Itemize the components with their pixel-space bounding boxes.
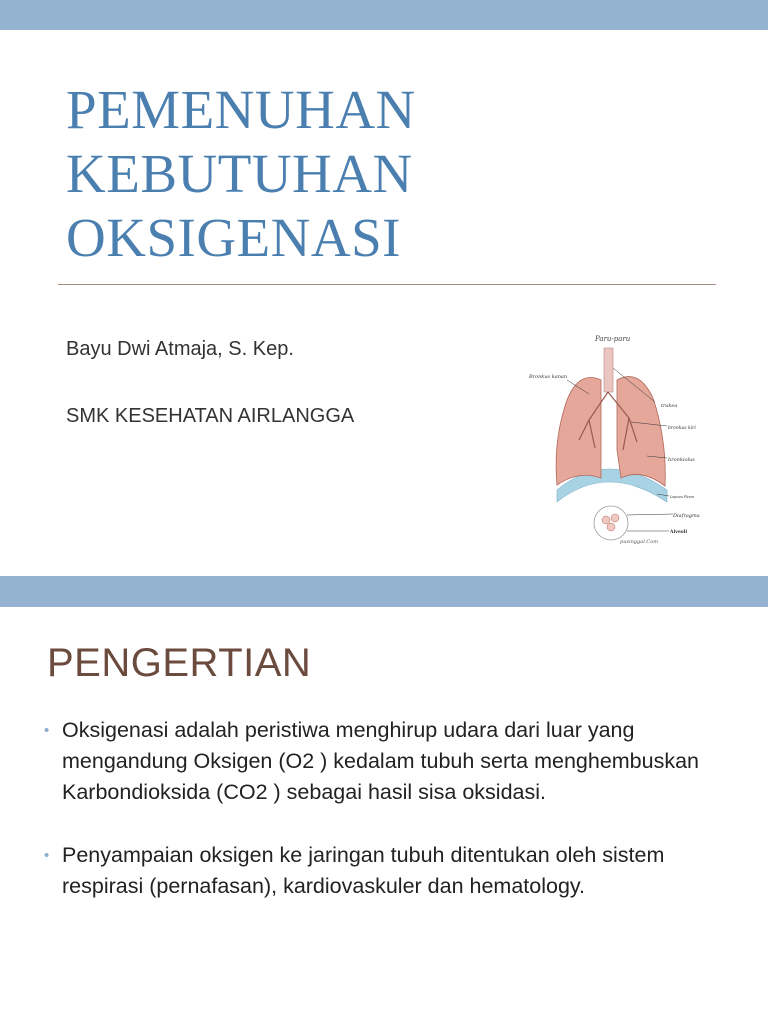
title-line-2: KEBUTUHAN <box>66 143 413 204</box>
label-diafragma: Diafragma <box>673 513 700 519</box>
school-name: SMK KESEHATAN AIRLANGGA <box>66 405 355 427</box>
bullet-item <box>40 715 730 808</box>
trachea-shape <box>604 348 613 392</box>
title-slide <box>0 30 768 576</box>
label-alveoli: Alveoli <box>670 530 688 535</box>
figure-caption: Paru-paru <box>595 335 631 343</box>
bullet-text: Penyampaian oksigen ke jaringan tubuh ditentukan oleh sistem respirasi (pernafasan), kardiovaskuler dan hematology. <box>62 843 665 898</box>
author-name: Bayu Dwi Atmaja, S. Kep. <box>66 338 294 360</box>
label-bronkus-kanan: Bronkus kanan <box>529 374 568 380</box>
figure-credit: pusinggal.Com <box>620 539 658 545</box>
bullet-dot-icon: • <box>44 722 50 739</box>
bullet-dot-icon: • <box>44 847 50 864</box>
right-lung-shape <box>556 378 601 486</box>
section-heading: PENGERTIAN <box>47 641 312 685</box>
bullet-item <box>40 840 730 902</box>
label-pleura: Lapisan Pleura <box>670 495 695 499</box>
bullet-list <box>40 715 730 934</box>
title-line-3: OKSIGENASI <box>66 207 401 268</box>
title-divider <box>58 284 716 285</box>
definition-slide <box>0 607 768 1024</box>
label-bronkiolus: bronkiolus <box>668 457 695 463</box>
lung-diagram <box>527 330 700 545</box>
slide-title <box>66 78 416 270</box>
bullet-text: Oksigenasi adalah peristiwa menghirup udara dari luar yang mengandung Oksigen (O2 ) kedalam tubuh serta menghembuskan Karbondioksida (CO2 ) sebagai hasil sisa oksidasi. <box>62 718 700 804</box>
label-bronkus-kiri: bronkus kiri <box>668 426 696 431</box>
top-band <box>0 0 768 30</box>
middle-band <box>0 576 768 607</box>
title-line-1: PEMENUHAN <box>66 79 416 140</box>
label-trakea: trakea <box>661 403 678 409</box>
left-lung-shape <box>617 377 665 486</box>
